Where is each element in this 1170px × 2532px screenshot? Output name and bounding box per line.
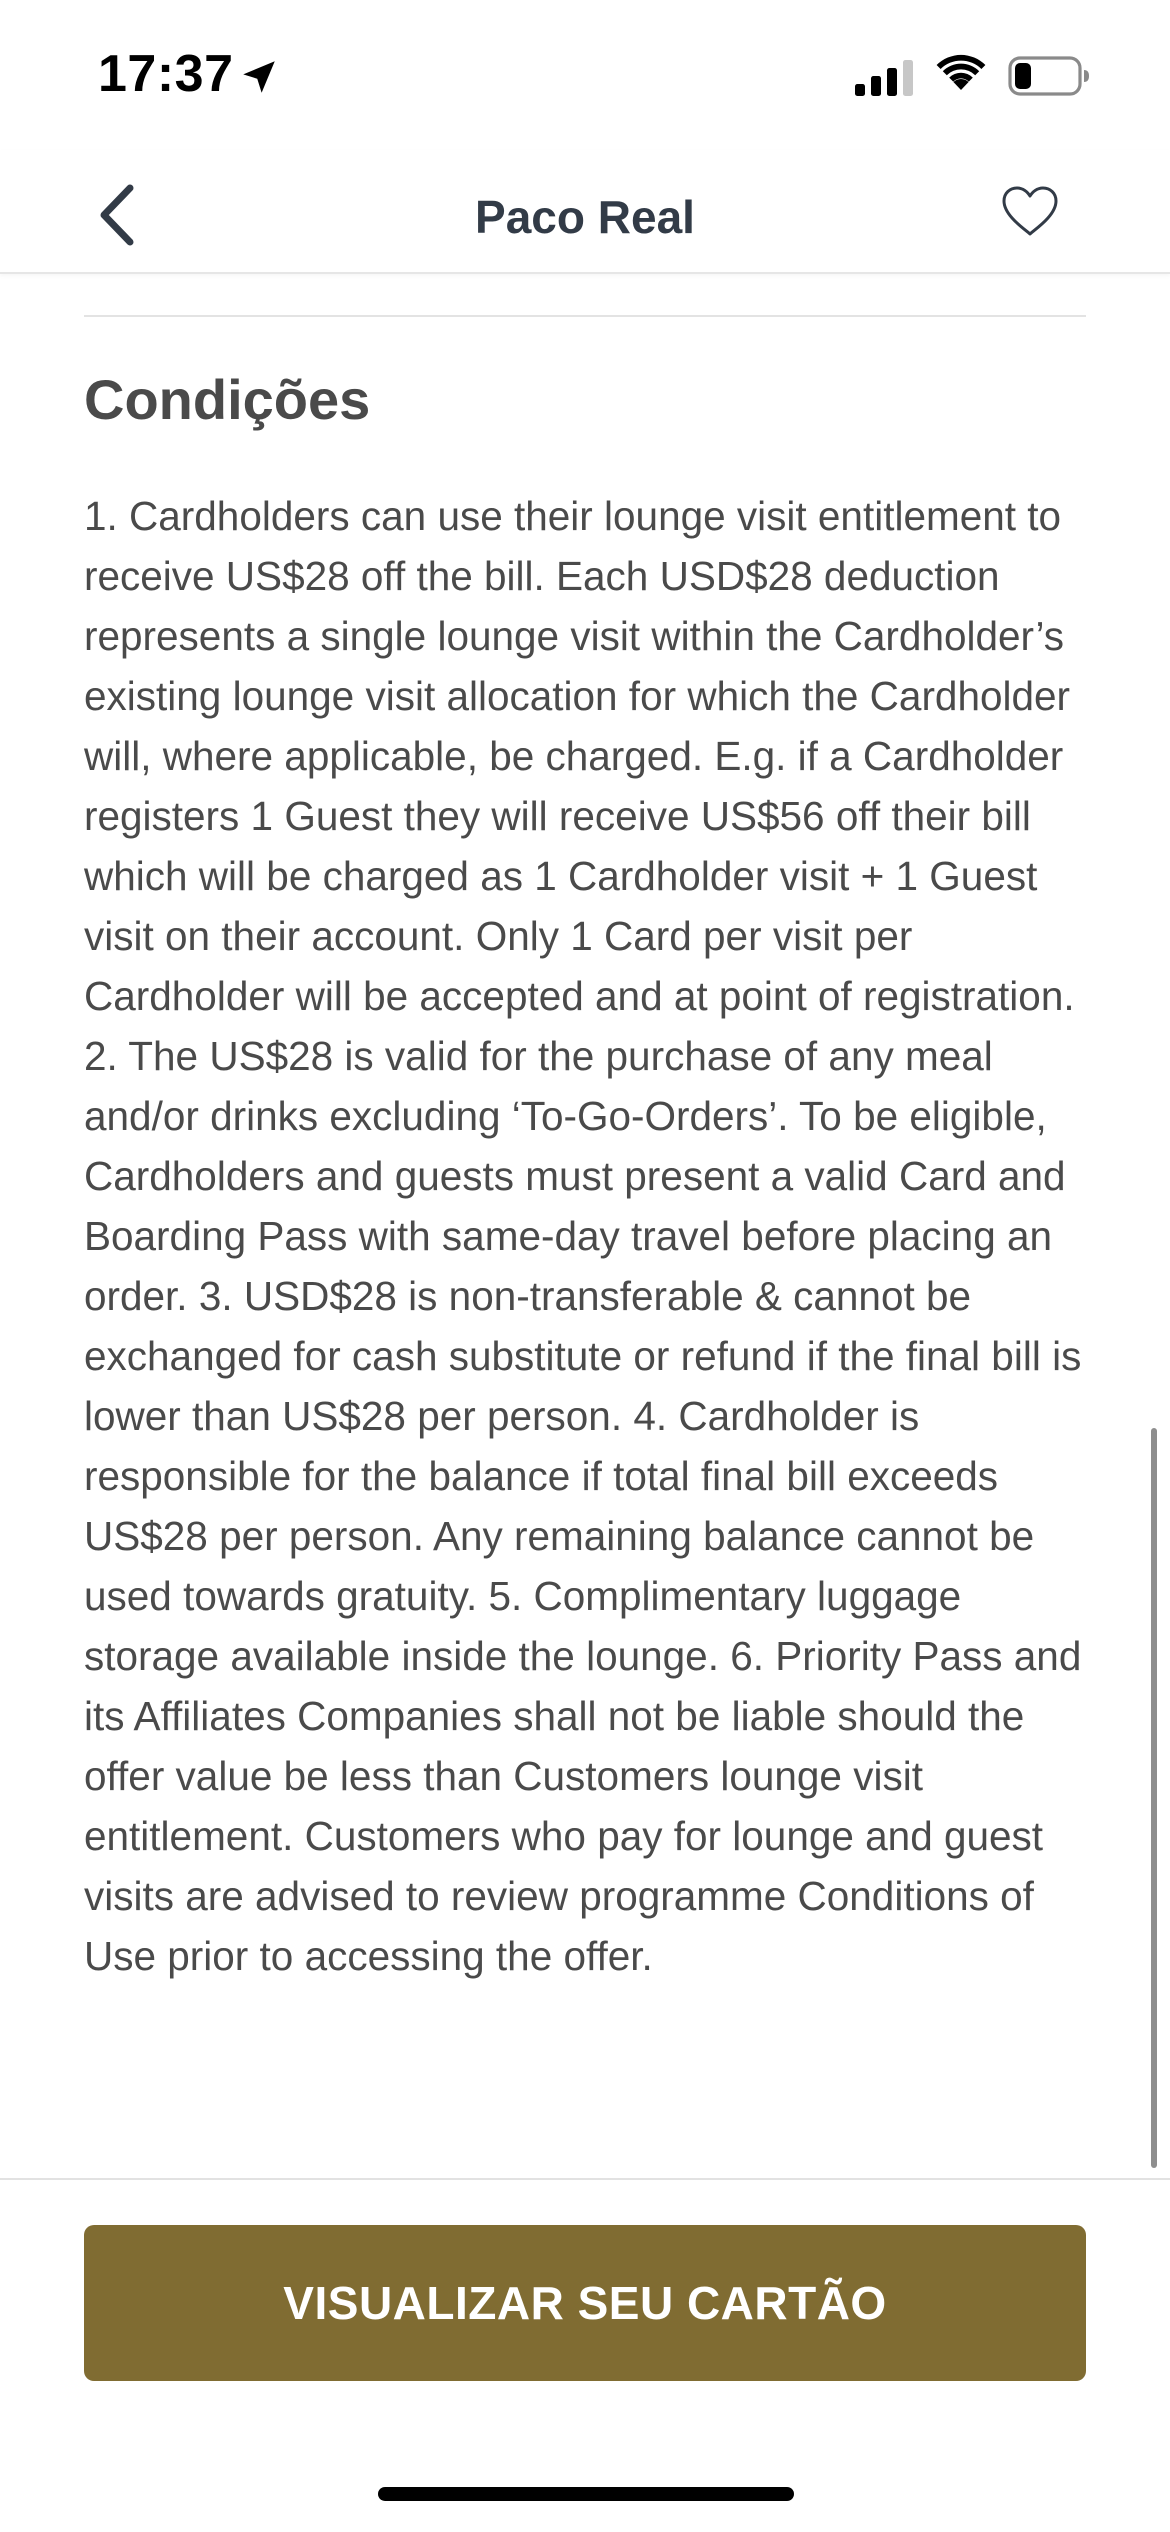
view-card-button[interactable]: VISUALIZAR SEU CARTÃO (84, 2225, 1086, 2381)
conditions-text: 1. Cardholders can use their lounge visit entitlement to receive US$28 off the bill. Each USD$28 deduction represents a single lounge visit within the Cardholder’s existing lounge visit allocation for which the Cardholder will, where applicable, be charged. E.g. if a Cardholder registers 1 Guest they will receive US$56 off their bill which will be charged as 1 Cardholder visit + 1 Guest visit on their account. Only 1 Card per visit per Cardholder will be accepted and at point of registration. 2. The US$28 is valid for the purchase of any meal and/or drinks excluding ‘To-Go-Orders’. To be eligible, Cardholders and guests must present a valid Card and Boarding Pass with same-day travel before placing an order. 3. USD$28 is non-transferable & cannot be exchanged for cash substitute or refund if the final bill is lower than US$28 per person. 4. Cardholder is responsible for the balance if total final bill exceeds US$28 per person. Any remaining balance cannot be used towards gratuity. 5. Complimentary luggage storage available inside the lounge. 6. Priority Pass and its Affiliates Companies shall not be liable should the offer value be less than Customers lounge visit entitlement. Customers who pay for lounge and guest visits are advised to review programme Conditions of Use prior to accessing the offer. (84, 493, 1082, 1979)
favorite-button[interactable] (998, 180, 1062, 244)
heart-outline-icon (998, 180, 1062, 244)
battery-icon (1008, 56, 1090, 96)
status-bar (0, 0, 1170, 150)
footer-divider (0, 2178, 1170, 2180)
cellular-signal-icon (855, 60, 915, 96)
chevron-left-icon (88, 180, 148, 250)
scrollbar[interactable] (1151, 1428, 1157, 2168)
page-title: Paco Real (475, 191, 695, 243)
section-divider (84, 315, 1086, 317)
status-time: 17:37 (98, 45, 234, 103)
navigation-bar (0, 150, 1170, 274)
conditions-title: Condições (84, 368, 371, 431)
back-button[interactable] (88, 180, 148, 250)
location-arrow-icon (238, 56, 280, 98)
wifi-icon (935, 52, 987, 92)
home-indicator[interactable] (378, 2487, 794, 2501)
